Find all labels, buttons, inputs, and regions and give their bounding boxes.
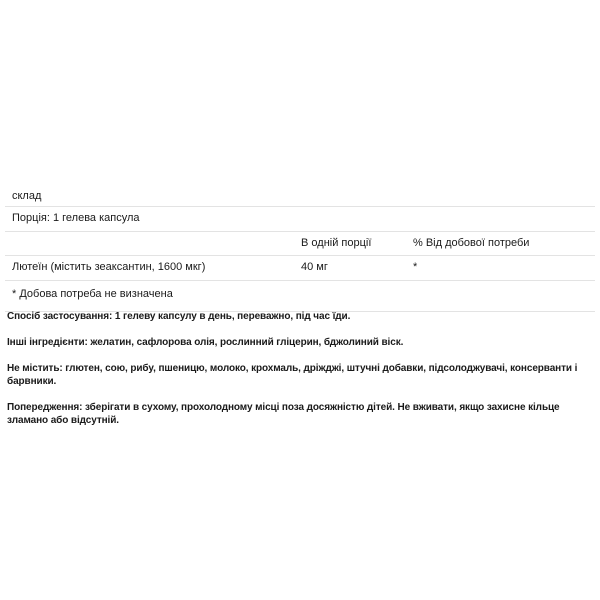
serving-size: Порція: 1 гелева капсула	[12, 212, 140, 224]
facts-title: склад	[12, 190, 42, 202]
footnote-row	[5, 281, 595, 312]
other-ingredients-note: Інші інгредієнти: желатин, сафлорова олія, рослинний гліцерин, бджолиний віск.	[7, 337, 404, 348]
daily-value-footnote: * Добова потреба не визначена	[12, 288, 173, 300]
per-serving-header: В одній порції	[301, 237, 372, 249]
serving-size-row	[5, 207, 595, 232]
ingredient-daily-value: *	[413, 261, 418, 273]
column-header-row	[5, 232, 595, 256]
does-not-contain-note: Не містить: глютен, сою, рибу, пшеницю, молоко, крохмаль, дріжджі, штучні добавки, підсолоджувачі, консерванти і барвники.	[7, 363, 578, 387]
daily-value-header: % Від добової потреби	[413, 237, 530, 249]
usage-note: Спосіб застосування: 1 гелеву капсулу в день, переважно, під час їди.	[7, 311, 351, 322]
ingredient-row	[5, 256, 595, 281]
ingredient-name: Лютеїн (містить зеаксантин, 1600 мкг)	[12, 261, 206, 273]
product-notes	[7, 310, 592, 440]
warning-note: Попередження: зберігати в сухому, прохолодному місці поза досяжністю дітей. Не вживати, якщо захисне кільце зламано або відсутній.	[7, 402, 560, 426]
facts-title-row	[5, 184, 595, 207]
ingredient-amount: 40 мг	[301, 261, 328, 273]
supplement-facts-table	[5, 184, 595, 312]
